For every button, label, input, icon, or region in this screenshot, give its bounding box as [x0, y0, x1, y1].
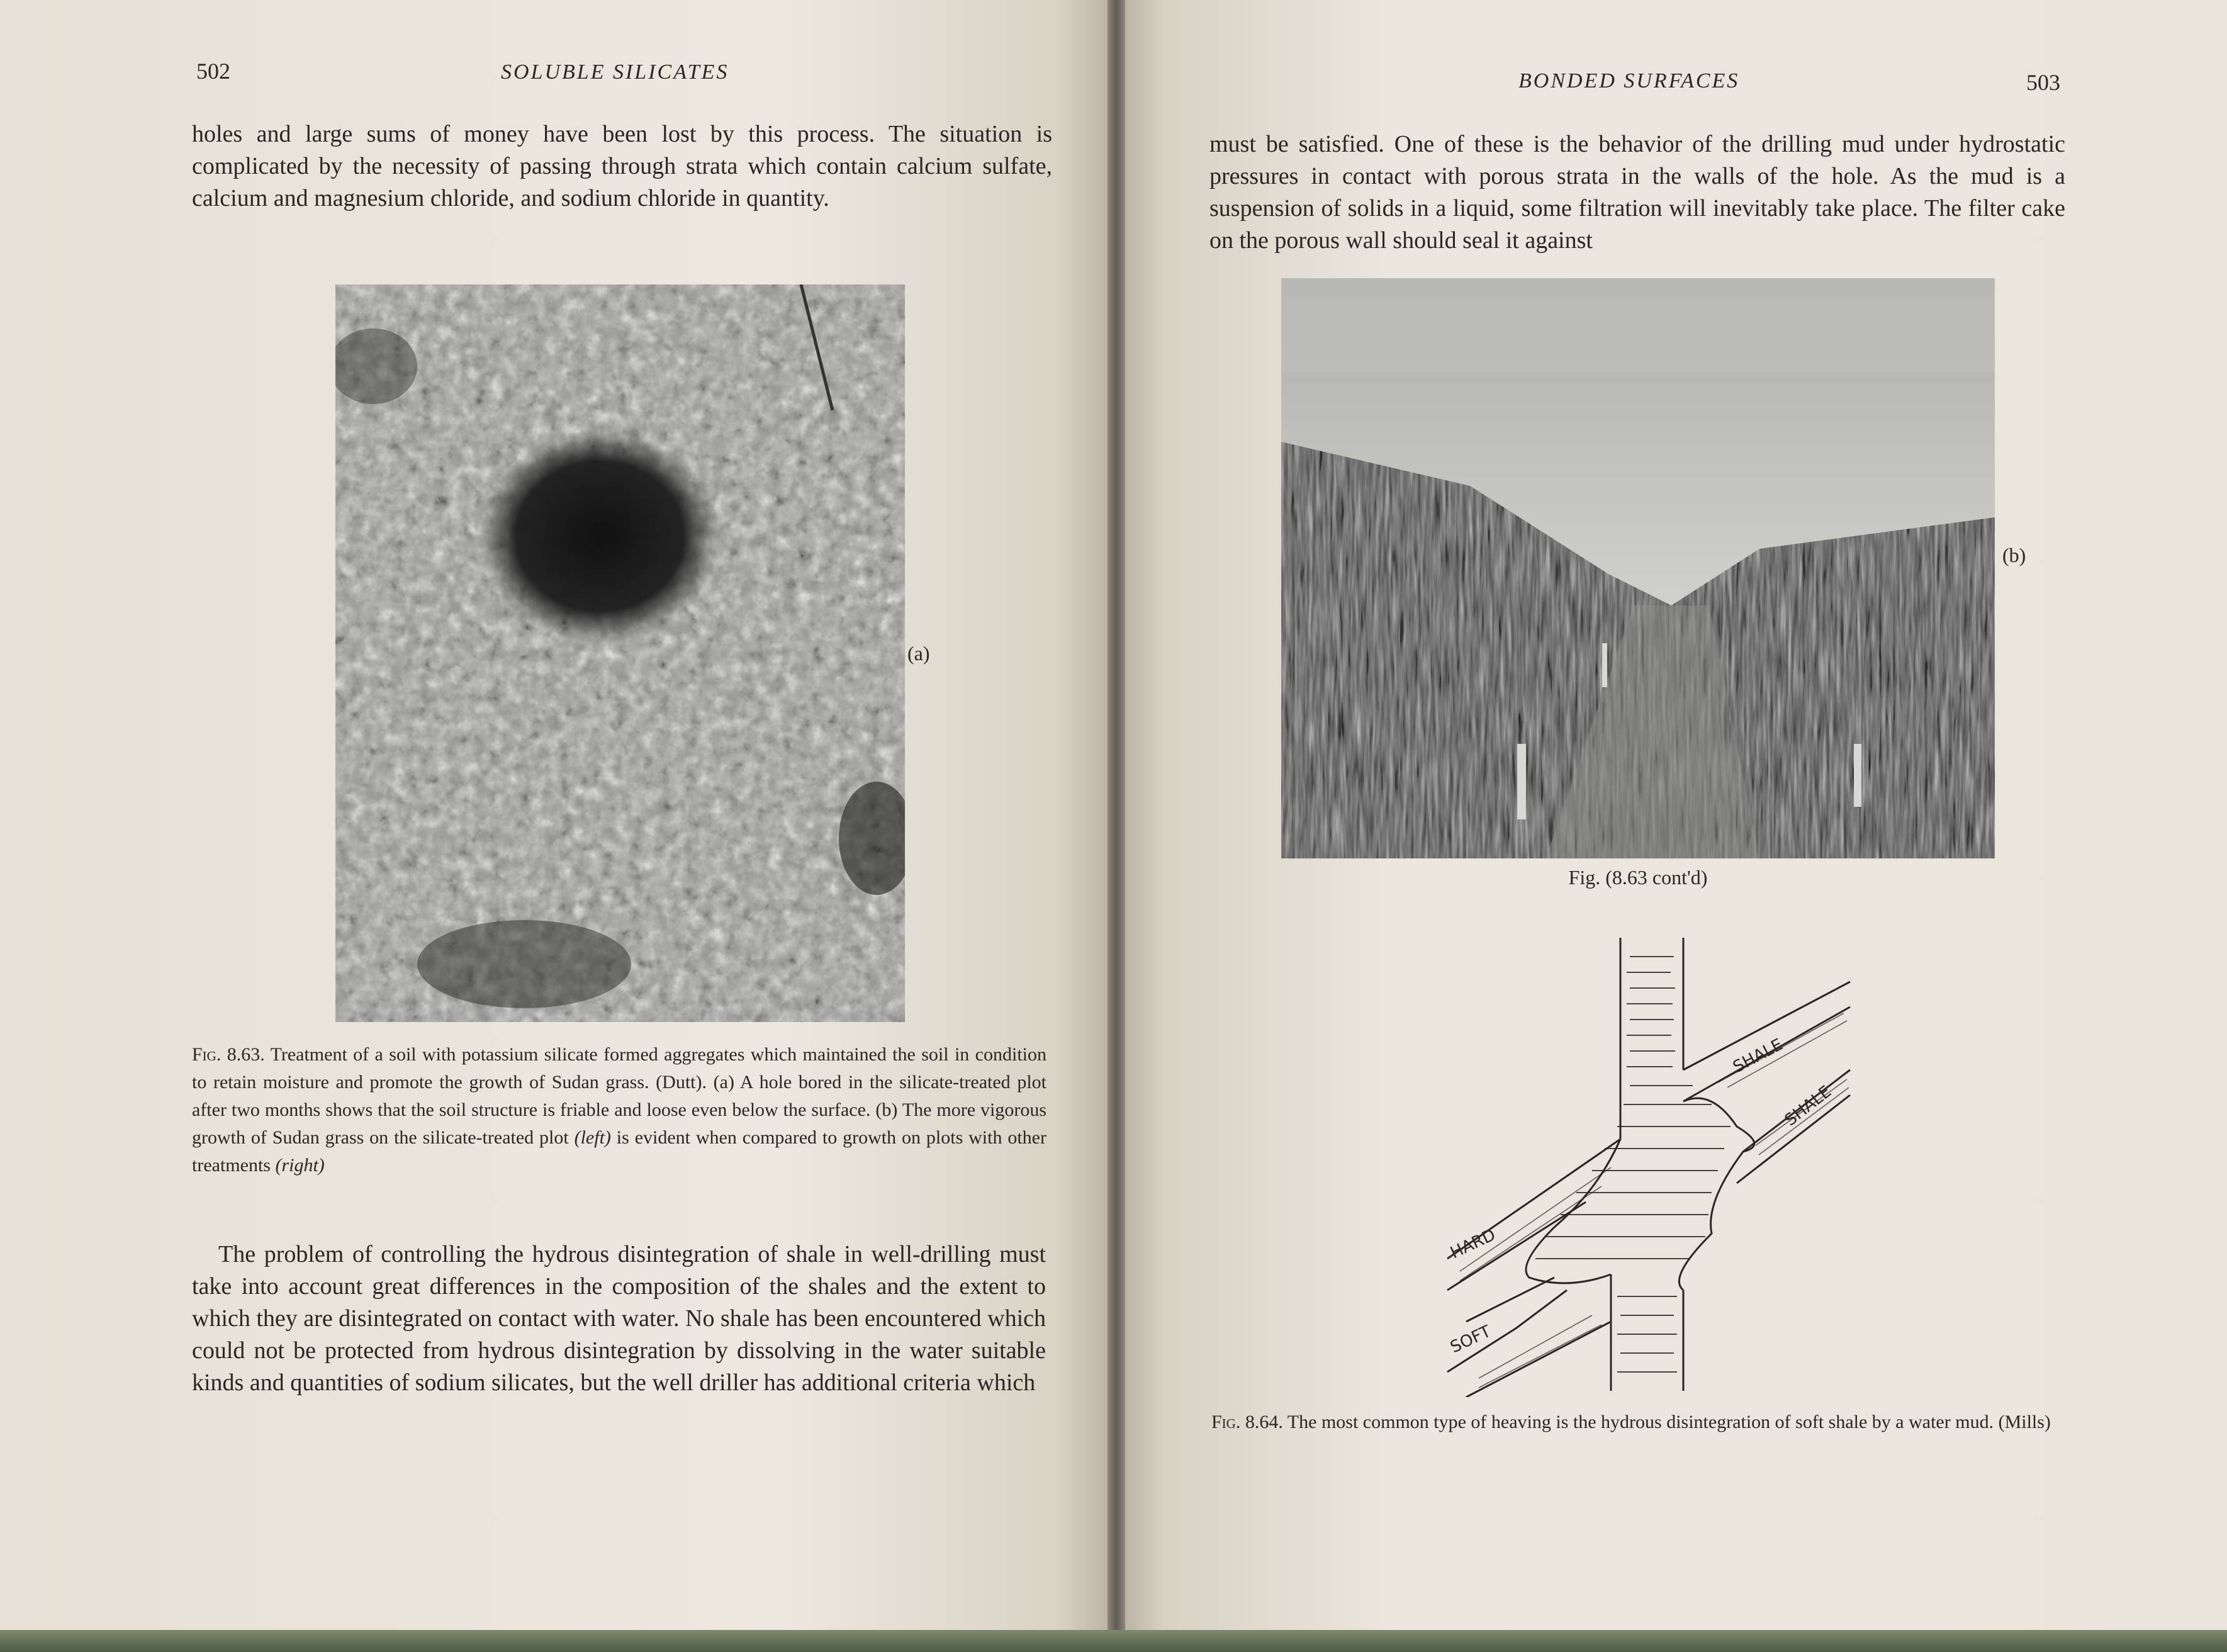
- running-title-right: BONDED SURFACES: [1518, 69, 1740, 93]
- book-edge: [0, 1630, 2227, 1652]
- book-gutter: [1108, 0, 1125, 1652]
- left-paragraph-1: holes and large sums of money have been lost by this process. The situation is complicated by the necessity of passing through strata which contain calcium sulfate, calcium and magnesium chloride, and sodium chloride in quantity.: [192, 121, 1052, 211]
- label-soft: SOFT: [1447, 1322, 1495, 1357]
- caption-fig-8-64: Fig. 8.64. The most common type of heaving is the hydrous disintegration of soft shale by a water mud. (Mills): [1211, 1412, 2051, 1432]
- label-shale-lower: SHALE: [1781, 1082, 1836, 1130]
- caption-fig-8-63: Fig. 8.63. Treatment of a soil with potassium silicate formed aggregates which maintained the soil in condition to retain moisture and promote the growth of Sudan grass. (Dutt). (a) A hole bored in the silicate-treated plot after two months shows that the soil structure is friable and loose even below the surface. (b) The more vigorous growth of Sudan grass on the silicate-treated plot (left) is evident when compared to growth on plots with other treatments (right): [192, 1044, 1046, 1176]
- caption-fig-number: Fig. 8.63.: [192, 1044, 265, 1065]
- caption-fig-number-2: Fig. 8.64.: [1211, 1412, 1283, 1432]
- heaving-diagram: [1441, 938, 1856, 1397]
- running-title-left: SOLUBLE SILICATES: [501, 60, 729, 84]
- label-hard: HARD: [1447, 1225, 1499, 1263]
- label-shale-upper: SHALE: [1730, 1035, 1787, 1077]
- page-number-left: 502: [196, 59, 230, 84]
- figure-continued-caption: Fig. (8.63 cont'd): [1568, 866, 1708, 889]
- left-paragraph-2: The problem of controlling the hydrous disintegration of shale in well-drilling must take into account great differences in the composition of the shales and the extent to which they are disintegrated on contact with water. No shale has been encountered which could not be protected from hydrous disintegration by dissolving in the water suitable kinds and quantities of sodium silicates, but the well driller has additional criteria which: [192, 1241, 1046, 1396]
- figure-label-a: (a): [907, 642, 930, 665]
- soil-photo-a: [335, 284, 905, 1022]
- page-number-right: 503: [2026, 70, 2060, 95]
- figure-label-b: (b): [2002, 544, 2026, 566]
- grass-photo-b: [1281, 278, 1995, 858]
- right-paragraph-1: must be satisfied. One of these is the behavior of the drilling mud under hydrostatic pressures in contact with porous strata in the walls of the hole. As the mud is a suspension of solids in a liquid, some filtration will inevitably take place. The filter cake on the porous wall should seal it against: [1209, 131, 2065, 254]
